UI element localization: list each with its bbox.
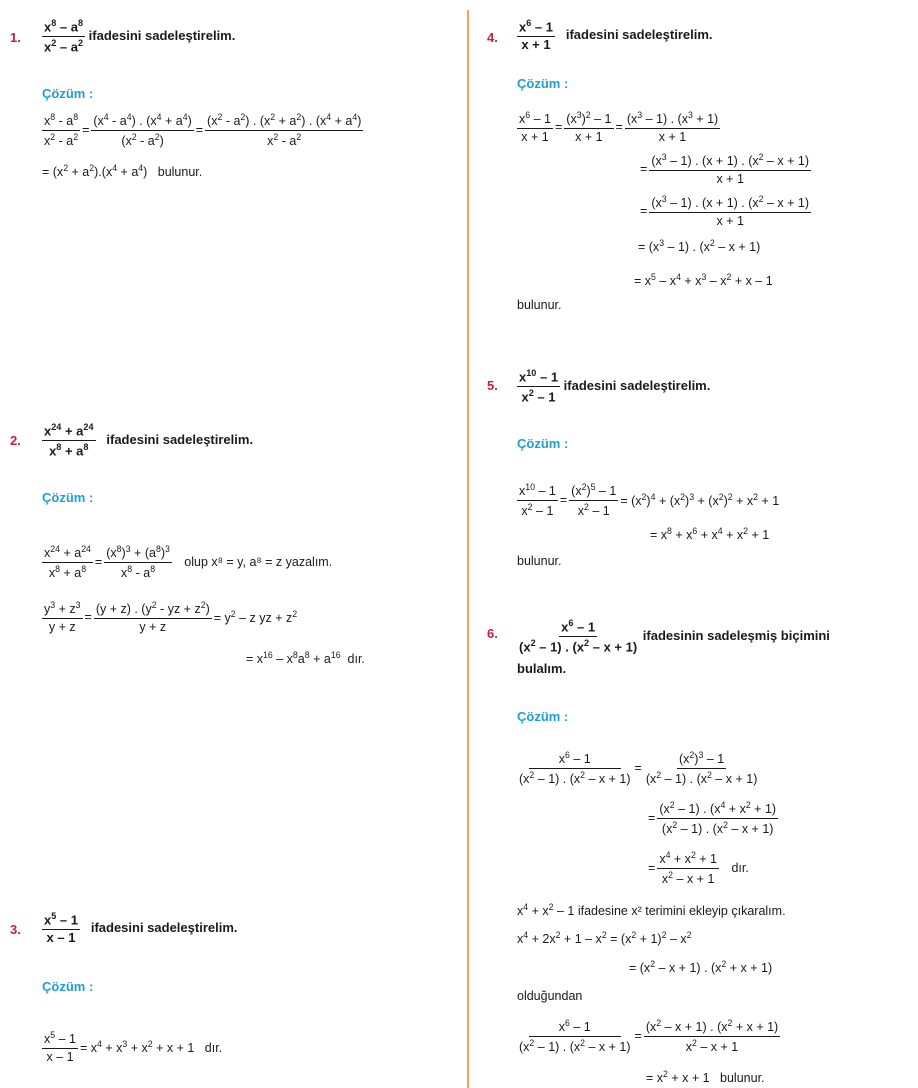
problem-statement: $\frac{x^{24} + a^{24}}{x^8 + a^8}$ ifadesini sadeleştirelim. <box>44 422 254 459</box>
solution-label: Çözüm : <box>517 76 569 91</box>
solution-label: Çözüm : <box>517 436 569 451</box>
solution-line-8: $\frac{x^6 - 1}{(x^2 - 1) . (x^2 - x + 1)}$ = $\frac{(x^2 - x + 1) . (x^2 + x + 1)}{x^2 - x + 1}$ <box>519 1018 779 1054</box>
solution-line-3: = $x^{16} - x^8a^8 + a^{16}$ dır. <box>246 650 365 667</box>
solution-line-1: $\frac{x^{10} - 1}{x^2 - 1}$ = $\frac{(x^2)^5 - 1}{x^2 - 1}$ = $(x^2)^4 + (x^2)^3 + (x^2)^2 + x^2 + 1$ <box>519 482 780 518</box>
problem-statement: $\frac{x^6 - 1}{(x^2 - 1) . (x^2 - x + 1)}$ ifadesinin sadeleşmiş biçimini <box>519 618 830 655</box>
solution-label: Çözüm : <box>42 490 94 505</box>
solution-line-1: $\frac{x^{24} + a^{24}}{x^8 + a^8}$ = $\frac{(x^8)^3 + (a^8)^3}{x^8 - a^8}$ olup x⁸ = y, a⁸ = z yazalım. <box>44 544 333 580</box>
solution-line-2: = $\frac{(x^2 - 1) . (x^4 + x^2 + 1)}{(x^2 - 1) . (x^2 - x + 1)}$ <box>648 800 777 836</box>
solution-line-2: = $x^8 + x^6 + x^4 + x^2 + 1$ <box>650 526 770 543</box>
problem-number: 6. <box>487 626 498 641</box>
solution-line-5: $x^4 + 2x^2 + 1 - x^2 = (x^2 + 1)^2 - x^2$ <box>517 930 692 947</box>
solution-line-3: = $\frac{(x^3 - 1) . (x + 1) . (x^2 - x + 1)}{x + 1}$ <box>640 194 810 228</box>
solution-line-2: = $(x^2 + a^2).(x^4 + a^4)$ bulunur. <box>42 163 203 180</box>
solution-line-2: = $\frac{(x^3 - 1) . (x + 1) . (x^2 - x + 1)}{x + 1}$ <box>640 152 810 186</box>
solution-line-1: $\frac{x^6 - 1}{x + 1}$ = $\frac{(x^3)^2 - 1}{x + 1}$ = $\frac{(x^3 - 1) . (x^3 + 1)}{x + 1}$ <box>519 110 719 144</box>
problem-statement: $\frac{x^8 - a^8}{x^2 - a^2}$ ifadesini sadeleştirelim. <box>44 18 236 55</box>
column-divider <box>467 10 469 1088</box>
problem-number: 3. <box>10 922 21 937</box>
problem-statement: $\frac{x^{10} - 1}{x^2 - 1}$ ifadesini sadeleştirelim. <box>519 368 711 405</box>
solution-line-3: = $\frac{x^4 + x^2 + 1}{x^2 - x + 1}$ dır. <box>648 850 749 886</box>
solution-line-1: $\frac{x^8 - a^8}{x^2 - a^2}$ = $\frac{(x^4 - a^4) . (x^4 + a^4)}{(x^2 - a^2)}$ = $\frac{(x^2 - a^2) . (x^2 + a^2) . (x^4 + a^4)}{x^2 - a^2}$ <box>44 112 362 148</box>
solution-conclusion: bulunur. <box>517 554 562 568</box>
solution-line-5: = $x^5 - x^4 + x^3 - x^2 + x - 1$ <box>634 272 773 289</box>
solution-line-6: = $(x^2 - x + 1)$ . $(x^2 + x + 1)$ <box>629 959 773 976</box>
solution-conclusion: bulunur. <box>517 298 562 312</box>
problem-statement-cont: bulalım. <box>517 661 567 676</box>
solution-line-1: $\frac{x^6 - 1}{(x^2 - 1) . (x^2 - x + 1)}$ = $\frac{(x^2)^3 - 1}{(x^2 - 1) . (x^2 - x + 1)}$ <box>519 750 758 786</box>
solution-label: Çözüm : <box>517 709 569 724</box>
problem-statement: $\frac{x^5 - 1}{x - 1}$ ifadesini sadeleştirelim. <box>44 911 238 946</box>
solution-line-7: olduğundan <box>517 989 583 1003</box>
solution-line-1: $\frac{x^5 - 1}{x - 1}$ = $x^4 + x^3 + x^2 + x + 1$ dır. <box>44 1030 223 1064</box>
solution-label: Çözüm : <box>42 86 94 101</box>
problem-statement: $\frac{x^6 - 1}{x + 1}$ ifadesini sadeleştirelim. <box>519 18 713 53</box>
solution-line-4: = $(x^3 - 1)$ . $(x^2 - x + 1)$ <box>638 238 761 255</box>
problem-number: 4. <box>487 30 498 45</box>
solution-label: Çözüm : <box>42 979 94 994</box>
problem-number: 2. <box>10 433 21 448</box>
solution-line-2: $\frac{y^3 + z^3}{y + z}$ = $\frac{(y + z) . (y^2 - yz + z^2)}{y + z}$ = $y^2$ – z yz + $z^2$ <box>44 600 298 634</box>
solution-line-9: = $x^2 + x + 1$ bulunur. <box>646 1069 765 1086</box>
problem-number: 5. <box>487 378 498 393</box>
solution-line-4: $x^4 + x^2 - 1$ ifadesine x² terimini ekleyip çıkaralım. <box>517 902 786 919</box>
problem-number: 1. <box>10 30 21 45</box>
